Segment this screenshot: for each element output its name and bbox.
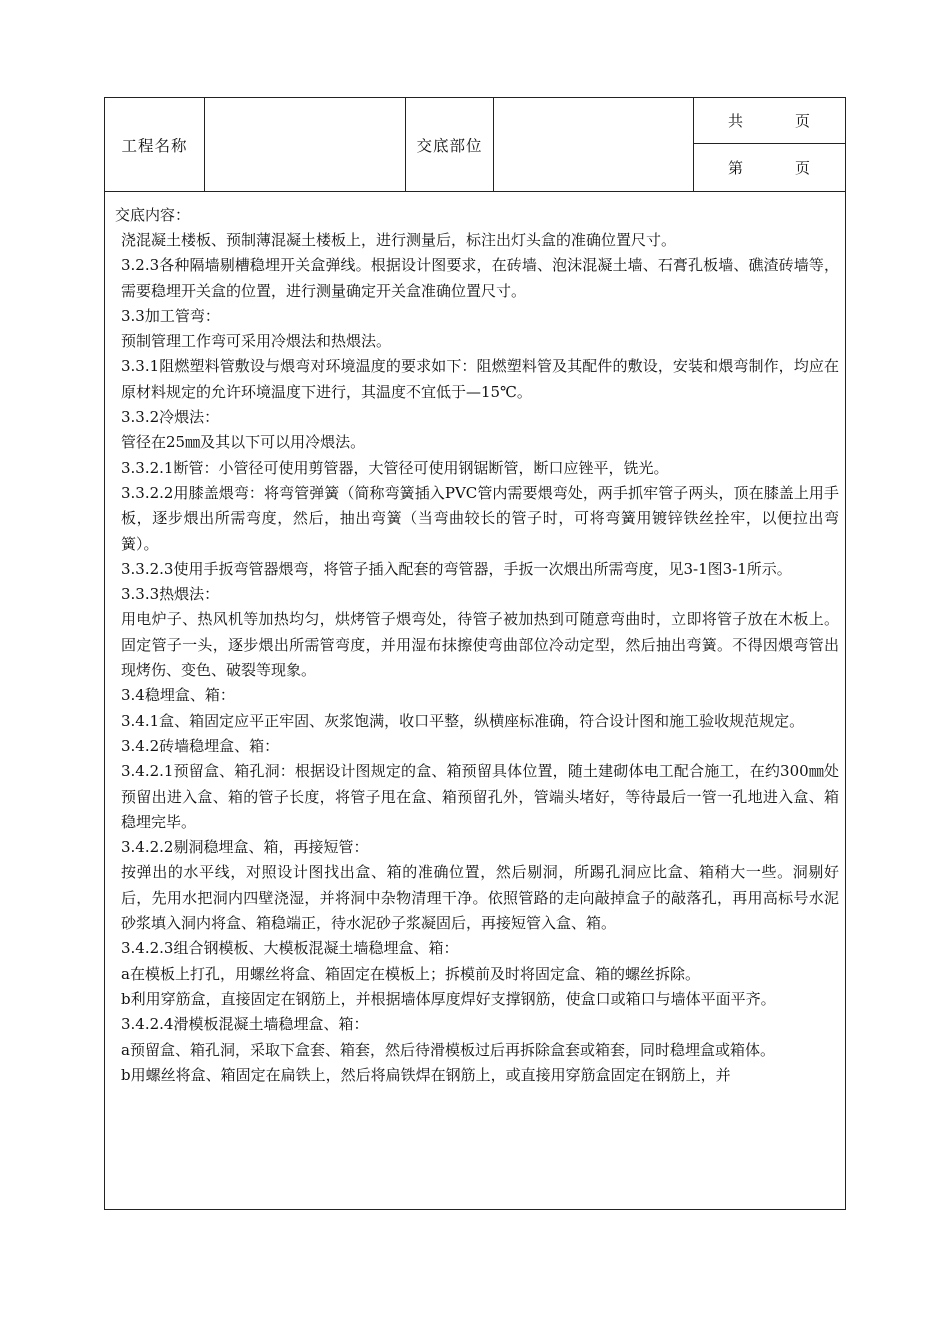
content-paragraph: 3.3加工管弯： — [121, 306, 220, 325]
content-paragraph: 3.4.1盒、箱固定应平正牢固、灰浆饱满，收口平整，纵横座标准确，符合设计图和施工验收规范规定。 — [121, 711, 805, 730]
technical-disclosure-form — [104, 97, 846, 1210]
content-title: 交底内容： — [115, 206, 191, 224]
content-paragraph: a预留盒、箱孔洞，采取下盒套、箱套，然后待滑模板过后再拆除盒套或箱套，同时稳埋盒或箱体。 — [121, 1040, 775, 1059]
page-prefix: 第 — [728, 159, 744, 177]
current-page — [694, 144, 845, 191]
total-pages — [694, 98, 845, 144]
project-name-value[interactable] — [205, 98, 406, 191]
content-paragraph: 3.3.1阻燃塑料管敷设与煨弯对环境温度的要求如下：阻燃塑料管及其配件的敷设，安装和煨弯制作，均应在原材料规定的允许环境温度下进行，其温度不宜低于—15℃。 — [121, 357, 839, 401]
total-pages-suffix: 页 — [795, 112, 811, 130]
content-paragraph: 预制管理工作弯可采用冷煨法和热煨法。 — [121, 332, 392, 351]
content-paragraph: 3.3.2.1断管：小管径可使用剪管器，大管径可使用钢锯断管，断口应锉平，铣光。 — [121, 458, 669, 477]
page-count-cell — [694, 98, 845, 191]
disclosure-part-value[interactable] — [494, 98, 694, 191]
disclosure-content — [115, 202, 839, 1088]
project-name-label: 工程名称 — [105, 98, 205, 191]
content-paragraph: b利用穿筋盒，直接固定在钢筋上，并根据墙体厚度焊好支撑钢筋，使盒口或箱口与墙体平面平齐。 — [121, 989, 776, 1008]
content-paragraph: 3.4稳埋盒、箱： — [121, 686, 235, 705]
content-paragraph: a在模板上打孔，用螺丝将盒、箱固定在模板上；拆模前及时将固定盒、箱的螺丝拆除。 — [121, 964, 700, 983]
content-paragraph: 3.3.2.3使用手扳弯管器煨弯，将管子插入配套的弯管器，手扳一次煨出所需弯度，见3-1图3-1所示。 — [121, 559, 792, 578]
content-paragraph: b用螺丝将盒、箱固定在扁铁上，然后将扁铁焊在钢筋上，或直接用穿筋盒固定在钢筋上，并 — [121, 1065, 731, 1084]
page-suffix: 页 — [795, 159, 811, 177]
content-paragraph: 浇混凝土楼板、预制薄混凝土楼板上，进行测量后，标注出灯头盒的准确位置尺寸。 — [121, 231, 677, 249]
content-paragraph: 管径在25㎜及其以下可以用冷煨法。 — [121, 433, 366, 452]
content-paragraph: 按弹出的水平线，对照设计图找出盒、箱的准确位置，然后剔洞，所踢孔洞应比盒、箱稍大一些。洞剔好后，先用水把洞内四壁浇湿，并将洞中杂物清理干净。依照管路的走向敲掉盒子的敲落孔，再用高标号水泥砂浆填入洞内将盒、箱稳端正，待水泥砂子浆凝固后，再接短管入盒、箱。 — [121, 863, 839, 933]
content-paragraph: 3.2.3各种隔墙剔槽稳埋开关盒弹线。根据设计图要求，在砖墙、泡沫混凝土墙、石膏孔板墙、礁渣砖墙等，需要稳埋开关盒的位置，进行测量确定开关盒准确位置尺寸。 — [121, 256, 839, 300]
total-pages-prefix: 共 — [728, 112, 744, 130]
disclosure-part-label: 交底部位 — [406, 98, 494, 191]
content-paragraph: 3.4.2.2剔洞稳埋盒、箱，再接短管： — [121, 838, 369, 857]
form-header — [105, 98, 845, 192]
content-paragraph: 3.4.2砖墙稳埋盒、箱： — [121, 736, 280, 755]
content-paragraph: 3.3.3热煨法： — [121, 585, 220, 604]
content-paragraph: 3.4.2.4滑模板混凝土墙稳埋盒、箱： — [121, 1015, 369, 1034]
content-paragraph: 用电炉子、热风机等加热均匀，烘烤管子煨弯处，待管子被加热到可随意弯曲时，立即将管子放在木板上。固定管子一头，逐步煨出所需管弯度，并用湿布抹擦使弯曲部位冷动定型，然后抽出弯簧。不得因煨弯管出现烤伤、变色、破裂等现象。 — [121, 610, 839, 680]
content-paragraph: 3.3.2冷煨法： — [121, 408, 220, 427]
content-paragraph: 3.4.2.1预留盒、箱孔洞：根据设计图规定的盒、箱预留具体位置，随土建砌体电工配合施工，在约300㎜处预留出进入盒、箱的管子长度，将管子甩在盒、箱预留孔外，管端头堵好，等待最后一管一孔地进入盒、箱稳埋完毕。 — [121, 762, 839, 831]
content-paragraph: 3.4.2.3组合钢模板、大模板混凝土墙稳埋盒、箱： — [121, 939, 459, 958]
content-paragraph: 3.3.2.2用膝盖煨弯：将弯管弹簧（简称弯簧插入PVC管内需要煨弯处，两手抓牢管子两头，顶在膝盖上用手板，逐步煨出所需弯度，然后，抽出弯簧（当弯曲较长的管子时，可将弯簧用镀锌铁丝拴牢，以便拉出弯簧）。 — [121, 483, 839, 553]
